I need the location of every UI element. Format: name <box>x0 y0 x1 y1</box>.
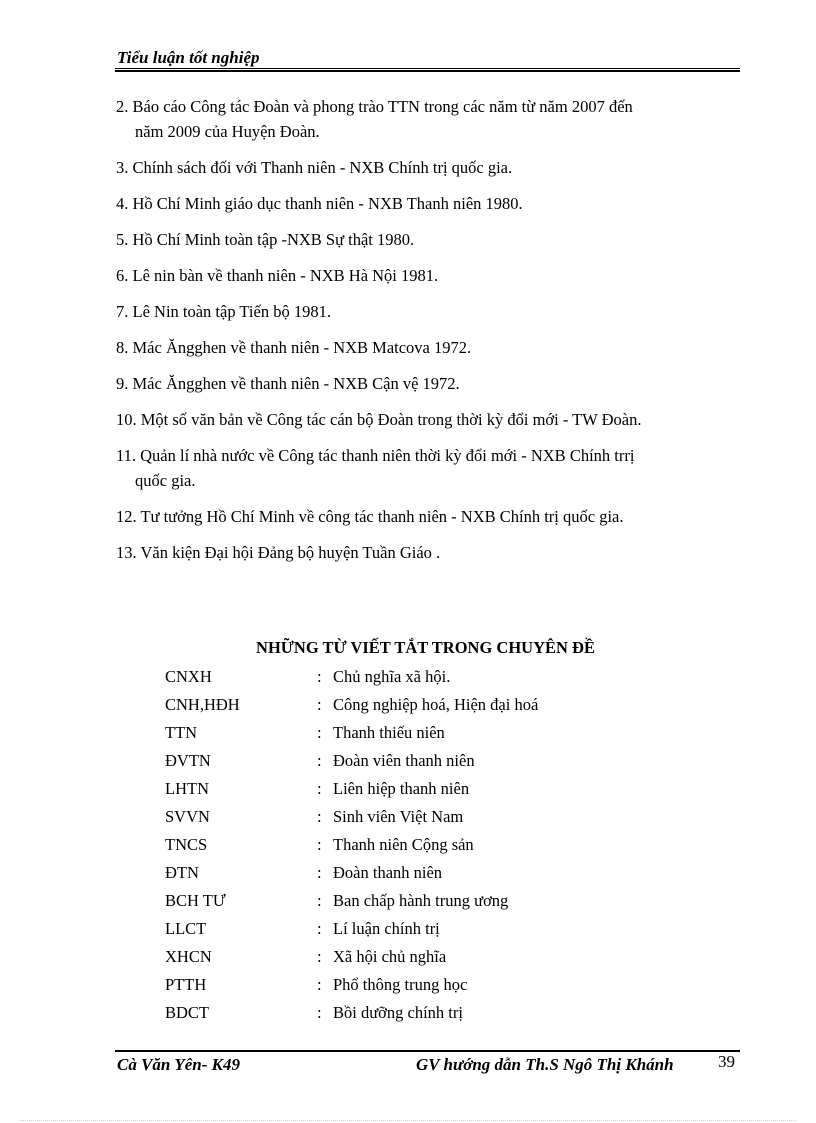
abbreviation-separator: : <box>317 863 322 882</box>
abbreviation-separator: : <box>317 1003 322 1022</box>
reference-item <box>116 407 736 432</box>
abbreviation-term: ĐVTN <box>165 751 211 770</box>
abbreviation-row <box>165 778 665 806</box>
reference-text: 4. Hồ Chí Minh giáo dục thanh niên - NXB Thanh niên 1980. <box>116 194 523 213</box>
abbreviation-meaning: Thanh thiếu niên <box>333 723 445 742</box>
abbreviation-term: CNH,HĐH <box>165 695 240 714</box>
reference-text: 2. Báo cáo Công tác Đoàn và phong trào TTN trong các năm từ năm 2007 đến <box>116 97 633 116</box>
abbreviation-term: TNCS <box>165 835 208 854</box>
abbreviation-meaning: Bồi dưỡng chính trị <box>333 1003 463 1022</box>
abbreviation-row <box>165 974 665 1002</box>
reference-item <box>116 94 736 144</box>
abbreviation-meaning: Xã hội chủ nghĩa <box>333 947 447 966</box>
abbreviation-separator: : <box>317 919 322 938</box>
abbreviation-meaning: Sinh viên Việt Nam <box>333 807 464 826</box>
abbreviation-term: CNXH <box>165 667 212 686</box>
page-number: 39 <box>718 1052 735 1071</box>
abbreviation-meaning: Công nghiệp hoá, Hiện đại hoá <box>333 695 539 714</box>
abbreviation-meaning: Thanh niên Cộng sản <box>333 835 474 854</box>
reference-text: 3. Chính sách đối với Thanh niên - NXB Chính trị quốc gia. <box>116 158 513 177</box>
abbreviation-term: LLCT <box>165 919 207 938</box>
reference-item <box>116 263 736 288</box>
abbreviation-separator: : <box>317 891 322 910</box>
abbreviation-meaning: Lí luận chính trị <box>333 919 440 938</box>
abbreviation-separator: : <box>317 975 322 994</box>
reference-text: 9. Mác Ăngghen về thanh niên - NXB Cận vệ 1972. <box>116 374 460 393</box>
abbreviation-row <box>165 722 665 750</box>
reference-text: 12. Tư tưởng Hồ Chí Minh về công tác thanh niên - NXB Chính trị quốc gia. <box>116 507 624 526</box>
footer-rule <box>115 1050 740 1052</box>
abbreviation-separator: : <box>317 667 322 686</box>
abbreviation-term: TTN <box>165 723 198 742</box>
reference-item <box>116 371 736 396</box>
abbreviation-meaning: Đoàn viên thanh niên <box>333 751 475 770</box>
abbreviation-row <box>165 694 665 722</box>
reference-item <box>116 335 736 360</box>
abbreviation-separator: : <box>317 779 322 798</box>
abbreviation-term: SVVN <box>165 807 210 826</box>
header-rule-thick <box>115 70 740 72</box>
abbreviation-row <box>165 1002 665 1030</box>
abbreviation-row <box>165 834 665 862</box>
reference-item <box>116 443 736 493</box>
abbreviation-meaning: Liên hiệp thanh niên <box>333 779 470 798</box>
reference-text: 10. Một số văn bản về Công tác cán bộ Đoàn trong thời kỳ đổi mới - TW Đoàn. <box>116 410 642 429</box>
header-title: Tiểu luận tốt nghiệp <box>117 48 260 67</box>
abbreviation-term: LHTN <box>165 779 209 798</box>
reference-item <box>116 540 736 565</box>
abbreviation-separator: : <box>317 751 322 770</box>
abbreviation-row <box>165 806 665 834</box>
abbreviation-meaning: Phổ thông trung học <box>333 975 468 994</box>
reference-item <box>116 155 736 180</box>
abbreviation-term: BCH TƯ <box>165 891 226 910</box>
reference-text-continued: năm 2009 của Huyện Đoàn. <box>135 122 320 141</box>
reference-text: 11. Quản lí nhà nước về Công tác thanh niên thời kỳ đổi mới - NXB Chính trrị <box>116 446 635 465</box>
abbreviation-row <box>165 918 665 946</box>
page-edge-divider <box>20 1120 796 1121</box>
header-rule-thin <box>115 68 740 69</box>
footer-advisor: GV hướng dẫn Th.S Ngô Thị Khánh <box>416 1055 674 1074</box>
abbreviation-separator: : <box>317 807 322 826</box>
abbreviation-meaning: Chủ nghĩa xã hội. <box>333 667 451 686</box>
reference-text: 6. Lê nin bàn về thanh niên - NXB Hà Nội 1981. <box>116 266 439 285</box>
abbreviation-separator: : <box>317 723 322 742</box>
abbreviation-row <box>165 862 665 890</box>
abbreviations-title: NHỮNG TỪ VIẾT TẮT TRONG CHUYÊN ĐỀ <box>256 638 595 657</box>
reference-item <box>116 504 736 529</box>
abbreviation-term: PTTH <box>165 975 207 994</box>
reference-item <box>116 227 736 252</box>
reference-text: 8. Mác Ăngghen về thanh niên - NXB Matcova 1972. <box>116 338 472 357</box>
reference-text-continued: quốc gia. <box>135 471 196 490</box>
reference-text: 7. Lê Nin toàn tập Tiến bộ 1981. <box>116 302 331 321</box>
abbreviation-row <box>165 750 665 778</box>
abbreviation-term: ĐTN <box>165 863 199 882</box>
abbreviation-separator: : <box>317 695 322 714</box>
reference-item <box>116 299 736 324</box>
reference-item <box>116 191 736 216</box>
abbreviation-separator: : <box>317 835 322 854</box>
abbreviation-row <box>165 946 665 974</box>
abbreviations-table <box>165 666 665 1030</box>
abbreviation-separator: : <box>317 947 322 966</box>
reference-text: 13. Văn kiện Đại hội Đảng bộ huyện Tuần Giáo . <box>116 543 441 562</box>
abbreviation-row <box>165 666 665 694</box>
reference-list <box>116 94 736 576</box>
abbreviation-meaning: Ban chấp hành trung ương <box>333 891 509 910</box>
abbreviation-row <box>165 890 665 918</box>
abbreviation-meaning: Đoàn thanh niên <box>333 863 443 882</box>
reference-text: 5. Hồ Chí Minh toàn tập -NXB Sự thật 1980. <box>116 230 415 249</box>
abbreviation-term: XHCN <box>165 947 212 966</box>
abbreviation-term: BDCT <box>165 1003 210 1022</box>
footer-author: Cà Văn Yên- K49 <box>117 1055 240 1074</box>
